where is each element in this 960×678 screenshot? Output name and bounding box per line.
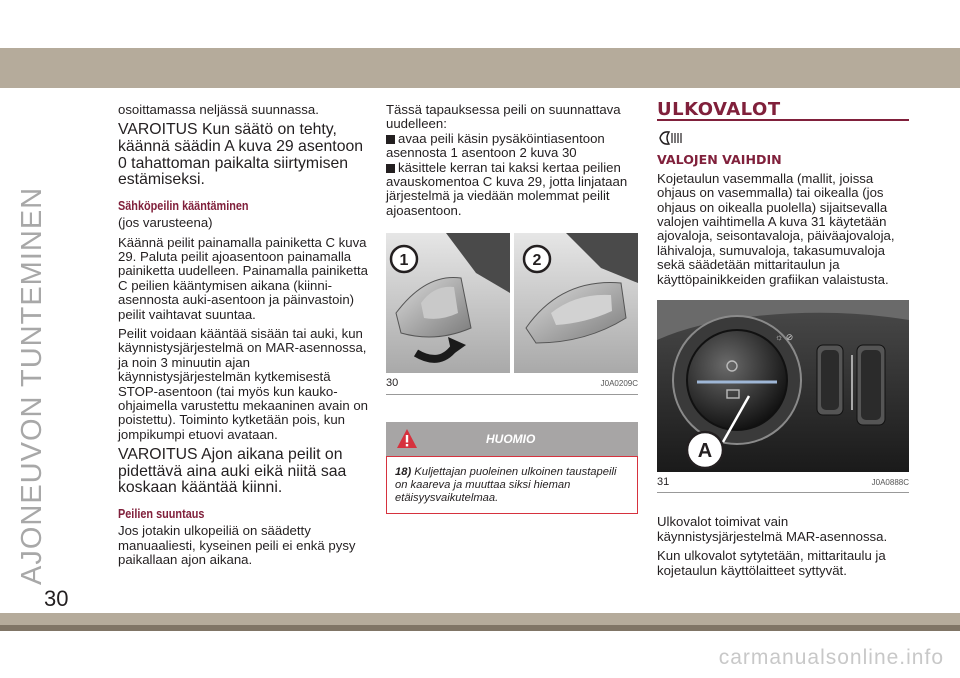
mirror-illustration [386,233,638,373]
figure-number: 31 [657,476,670,489]
subheading: Peilien suuntaus [118,506,205,522]
note-header [386,422,638,456]
subheading: Sähköpeilin kääntäminen [118,197,249,213]
callout-2: 2 [532,252,542,270]
page-number: 30 [44,586,69,611]
figure-caption [386,376,638,394]
subsection-heading: VALOJEN VAIHDIN [657,152,782,168]
figure-caption [657,475,909,493]
warning-text: VAROITUS Ajon aikana peilit on pidettävä aina auki eikä niitä saa koskaan kääntää kiinni. [118,446,347,497]
column-left [118,103,368,573]
paragraph: osoittamassa neljässä suunnassa. [118,102,319,117]
paragraph: Jos jotakin ulkopeiliä on säädetty manuaaliesti, kyseinen peili ei enkä pysy paikallaan ajon aikana. [118,523,356,568]
section-heading: ULKOVALOT [657,103,909,121]
callout-a: A [697,440,713,463]
figure-number: 30 [386,377,399,390]
figure-code: J0A0888C [871,478,909,488]
note-text: Kuljettajan puoleinen ulkoinen taustapeili on kaareva ja muuttaa siksi hieman etäisyysvaikutelmaa. [395,465,617,504]
column-middle [386,103,638,514]
list-item: käsittele kerran tai kaksi kertaa peilien avauskomentoa C kuva 29, jotta linjataan järjestelmä ja viedään molemmat peilit ajoasentoon. [386,159,628,218]
paragraph: Käännä peilit painamalla painiketta C kuva 29. Paluta peilit ajoasentoon painamalla painiketta uudelleen. Painamalla painiketta C peilien kääntymisen aikana (kiinni-asennosta auki-asentoon ja päinvastoin) peilit vaihtavat suuntaa. [118,234,369,322]
bullet-icon [386,135,395,144]
header-band [0,48,960,88]
footer-band [0,613,960,625]
paragraph: Tässä tapauksessa peili on suunnattava uudelleen: [386,102,621,132]
note-title: HUOMIO [486,431,536,446]
light-switch-illustration [657,300,909,472]
bullet-icon [386,164,395,173]
note-box [386,456,638,514]
list-item: avaa peili käsin pysäköintiasentoon asennosta 1 asentoon 2 kuva 30 [386,130,605,161]
watermark: carmanualsonline.info [718,646,944,669]
paragraph: Peilit voidaan kääntää sisään tai auki, kun käynnistysjärjestelmä on MAR-asennossa, ja noin 3 minuutin ajan käynnistysjärjestelmän kytkemisestä STOP-asentoon (tai myös kun kauko-ohjaimella varustettu mekaaninen avain on poistettu). Toiminto kytketään pois, kun jompikumpi etuovi avataan. [118,326,368,442]
paragraph: Ulkovalot toimivat vain käynnistysjärjestelmä MAR-asennossa. [657,514,888,544]
paragraph: (jos varusteena) [118,215,213,231]
footer-band-dark [0,625,960,631]
column-right [657,99,909,583]
note-number: 18) [395,465,412,478]
warning-text: VAROITUS Kun säätö on tehty, käännä säädin A kuva 29 asentoon 0 tahattoman paikalta siirtymisen estämiseksi. [118,121,364,189]
figure-light-switch [657,300,909,472]
callout-1: 1 [399,252,409,270]
chapter-side-title: AJONEUVON TUNTEMINEN [16,186,48,585]
warning-icon [396,428,418,450]
figure-mirror [386,233,638,373]
svg-text:☼ ⊘: ☼ ⊘ [775,332,794,343]
paragraph: Kun ulkovalot sytytetään, mittaritaulu ja kojetaulun käyttölaitteet syttyvät. [657,548,886,578]
paragraph: Kojetaulun vasemmalla (mallit, joissa ohjaus on vasemmalla) tai oikealla (jos ohjaus on oikealla puolella) sijaitsevalla valojen vaihtimella A kuva 31 käytetään ajovaloja, seisontavaloja, päiväajovaloja, lähivaloja, sumuvaloja, takasumuvaloja sekä säädetään mittaritaulun ja käyttöpainikkeiden grafiikan valaistusta. [657,170,895,287]
figure-code: J0A0209C [600,379,638,389]
headlight-icon [657,129,687,147]
